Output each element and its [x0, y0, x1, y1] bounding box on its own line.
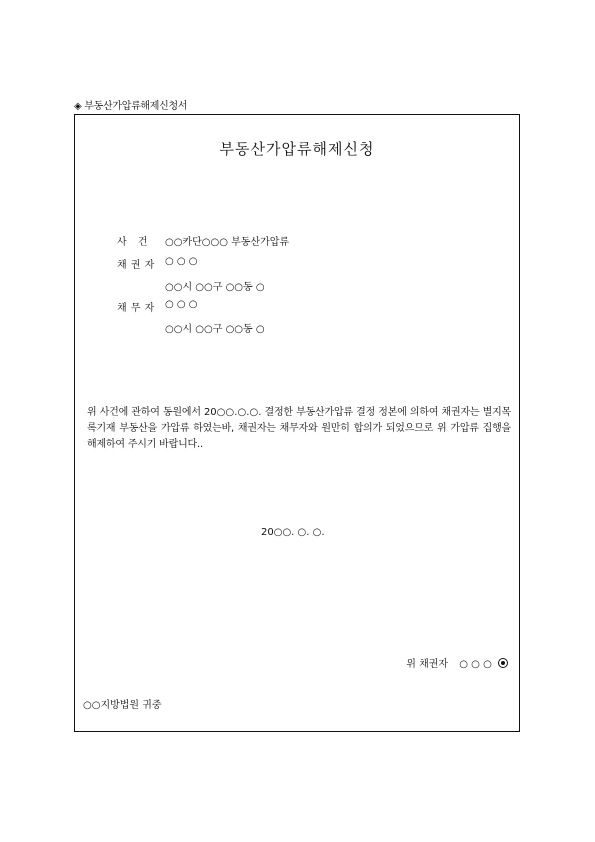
debtor-label: 채 무 자 [117, 303, 155, 314]
case-value: ○○카단○○○ 부동산가압류 [165, 237, 290, 248]
case-label: 사 건 [117, 237, 148, 248]
debtor-address: ○○시 ○○구 ○○동 ○ [165, 324, 265, 335]
signer-name: ○ ○ ○ [459, 659, 492, 670]
document-title: 부동산가압류해제신청 [219, 140, 375, 158]
creditor-address: ○○시 ○○구 ○○동 ○ [165, 282, 265, 293]
document-date: 20○○. ○. ○. [261, 527, 325, 538]
document-caption: ◈ 부동산가압류해제신청서 [74, 101, 188, 112]
creditor-label: 채 권 자 [117, 260, 155, 271]
request-body: 위 사건에 관하여 동원에서 20○○.○.○. 결정한 부동산가압류 결정 정본에 의하여 채권자는 별지목록기재 부동산을 가압류 하였는바, 채권자는 채무자와 원만히 합의가 되었으므로 위 가압류 집행을 해제하여 주시기 바랍니다.. [87, 407, 511, 450]
seal-icon [498, 658, 508, 668]
debtor-name: ○ ○ ○ [165, 299, 198, 310]
creditor-name: ○ ○ ○ [165, 256, 198, 267]
document-frame [74, 114, 520, 732]
signer-label: 위 채권자 [406, 659, 449, 670]
signer-line [406, 655, 508, 670]
court-addressee: ○○지방법원 귀중 [83, 700, 162, 711]
